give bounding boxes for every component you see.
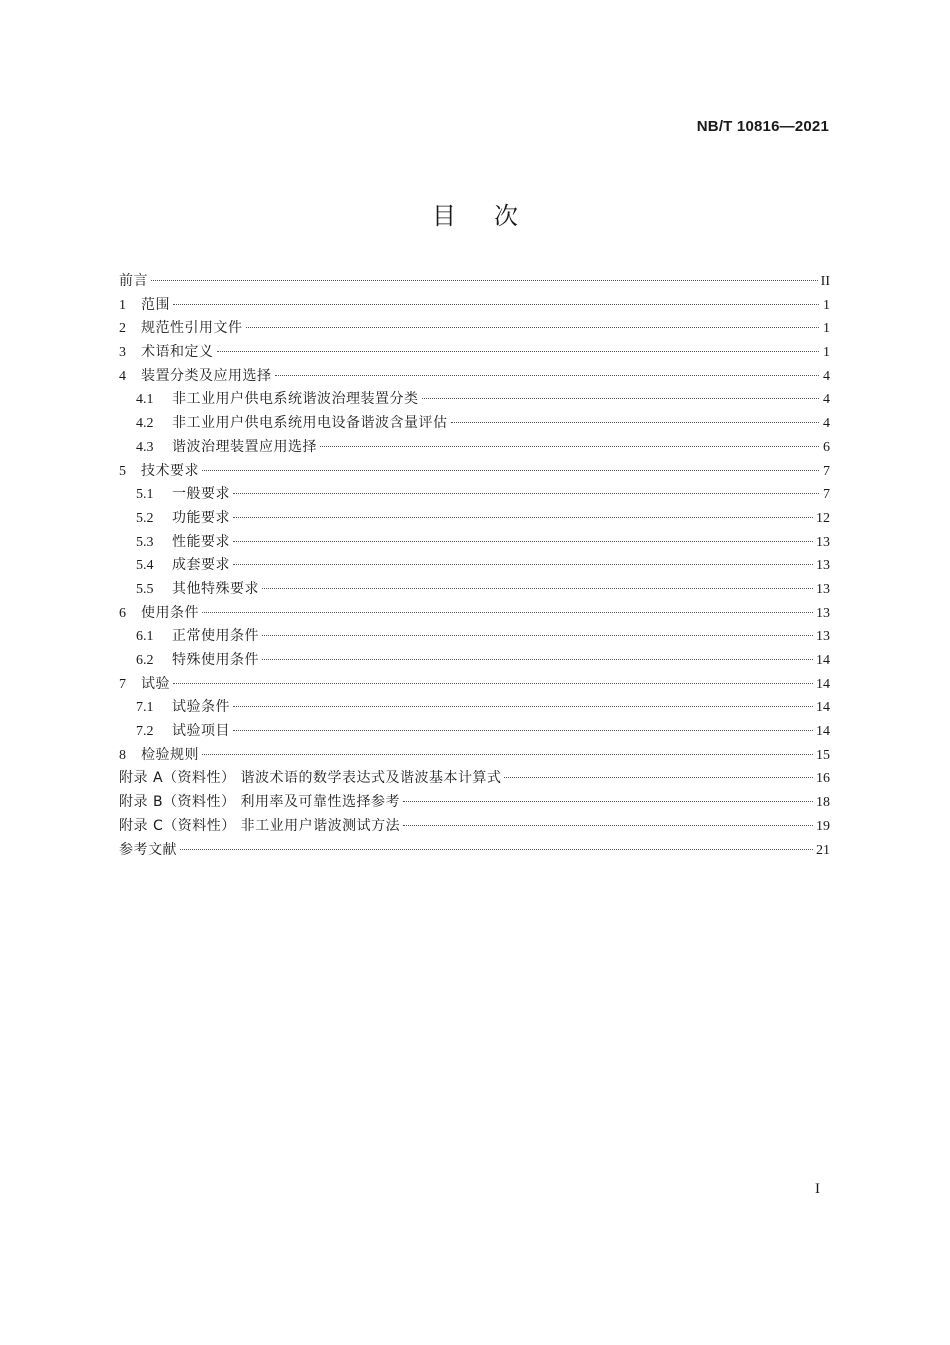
toc-entry-label: 附录 C（资料性） 非工业用户谐波测试方法 [119, 817, 401, 834]
toc-entry[interactable] [119, 507, 830, 531]
toc-entry-number: 3 [119, 345, 126, 361]
dot-leader [504, 777, 813, 778]
toc-entry-page: 15 [816, 747, 830, 763]
toc-entry[interactable] [119, 554, 830, 578]
toc-entry[interactable] [119, 649, 830, 673]
toc-entry[interactable] [119, 412, 830, 436]
toc-entry-page: II [820, 274, 830, 289]
toc-entry[interactable] [119, 270, 830, 294]
toc-entry-number: 8 [119, 747, 126, 763]
dot-leader [262, 659, 813, 660]
toc-entry-page: 13 [816, 558, 830, 574]
toc-entry-number: 5.1 [136, 487, 154, 503]
toc-entry-number: 2 [119, 321, 126, 337]
toc-entry[interactable] [119, 791, 830, 815]
toc-entry-page: 1 [823, 297, 830, 313]
toc-entry-label: 技术要求 [141, 462, 199, 479]
toc-entry-page: 7 [823, 487, 830, 503]
toc-entry-number: 4.3 [136, 439, 154, 455]
toc-entry-label: 前言 [119, 273, 148, 289]
dot-leader [217, 351, 820, 352]
toc-entry-page: 14 [816, 700, 830, 716]
toc-entry-label: 附录 B（资料性） 利用率及可靠性选择参考 [119, 794, 401, 811]
toc-entry-number: 5.2 [136, 510, 154, 526]
toc-entry[interactable] [119, 341, 830, 365]
toc-entry-label: 附录 A（资料性） 谐波术语的数学表达式及谐波基本计算式 [119, 770, 502, 787]
standard-number: NB/T 10816—2021 [696, 118, 829, 135]
toc-entry-label: 装置分类及应用选择 [141, 367, 272, 384]
toc-entry-number: 4.2 [136, 416, 154, 432]
toc-entry-number: 5.4 [136, 558, 154, 574]
dot-leader [180, 849, 813, 850]
toc-entry-label: 功能要求 [172, 509, 230, 526]
toc-entry[interactable] [119, 696, 830, 720]
toc-entry-label: 范围 [141, 296, 170, 313]
dot-leader [451, 422, 820, 423]
dot-leader [233, 493, 819, 494]
toc-entry-label: 试验 [141, 675, 170, 692]
toc-entry-page: 14 [816, 724, 830, 740]
toc-entry-page: 14 [816, 676, 830, 692]
toc-entry-page: 13 [816, 605, 830, 621]
toc-entry-page: 6 [823, 439, 830, 455]
toc-entry[interactable] [119, 602, 830, 626]
toc-entry-number: 5.3 [136, 534, 154, 550]
toc-entry-page: 16 [816, 771, 830, 787]
toc-entry[interactable] [119, 744, 830, 768]
dot-leader [422, 398, 820, 399]
toc-entry[interactable] [119, 673, 830, 697]
toc-entry[interactable] [119, 317, 830, 341]
dot-leader [151, 280, 818, 281]
dot-leader [233, 517, 813, 518]
dot-leader [233, 730, 813, 731]
dot-leader [246, 327, 820, 328]
toc-entry-label: 性能要求 [172, 533, 230, 550]
toc-entry[interactable] [119, 294, 830, 318]
toc-entry[interactable] [119, 578, 830, 602]
dot-leader [320, 446, 819, 447]
dot-leader [403, 801, 813, 802]
toc-entry[interactable] [119, 365, 830, 389]
toc-entry-label: 特殊使用条件 [172, 652, 259, 668]
toc-entry-number: 7 [119, 676, 126, 692]
dot-leader [262, 588, 813, 589]
toc-entry-page: 4 [823, 392, 830, 408]
dot-leader [233, 706, 813, 707]
toc-entry-number: 7.2 [136, 724, 154, 740]
toc-entry[interactable] [119, 460, 830, 484]
toc-entry-label: 参考文献 [119, 841, 177, 858]
toc-entry-page: 12 [816, 510, 830, 526]
toc-entry-label: 谐波治理装置应用选择 [172, 438, 317, 455]
toc-entry[interactable] [119, 815, 830, 839]
toc-entry-label: 一般要求 [172, 486, 230, 503]
toc-entry-label: 非工业用户供电系统谐波治理装置分类 [172, 391, 419, 408]
toc-entry-page: 4 [823, 416, 830, 432]
toc-entry[interactable] [119, 483, 830, 507]
toc-entry-page: 18 [816, 795, 830, 811]
toc-entry[interactable] [119, 388, 830, 412]
toc-entry[interactable] [119, 720, 830, 744]
toc-entry-number: 7.1 [136, 700, 154, 716]
dot-leader [173, 304, 819, 305]
toc-entry-number: 6 [119, 605, 126, 621]
toc-entry-label: 使用条件 [141, 604, 199, 621]
dot-leader [233, 564, 813, 565]
toc-entry-page: 13 [816, 629, 830, 645]
toc-entry-label: 其他特殊要求 [172, 580, 259, 597]
toc-entry-page: 19 [816, 818, 830, 834]
dot-leader [173, 683, 813, 684]
toc-entry-number: 6.2 [136, 653, 154, 668]
toc-entry-label: 检验规则 [141, 746, 199, 763]
toc-entry-number: 4.1 [136, 392, 154, 408]
toc-entry-number: 1 [119, 297, 126, 313]
toc-entry-page: 4 [823, 368, 830, 384]
toc-entry-page: 21 [816, 842, 830, 858]
toc-entry-label: 成套要求 [172, 557, 230, 574]
toc-entry-label: 试验项目 [172, 723, 230, 740]
toc-entry-label: 规范性引用文件 [141, 320, 243, 337]
toc-entry[interactable] [119, 839, 830, 863]
page-number: I [815, 1181, 820, 1197]
dot-leader [262, 635, 813, 636]
toc-entry-page: 13 [816, 581, 830, 597]
toc-entry-page: 1 [823, 345, 830, 361]
toc-entry-label: 正常使用条件 [172, 628, 259, 645]
toc-entry-page: 14 [816, 653, 830, 668]
toc-entry-number: 5.5 [136, 581, 154, 597]
page-title: 目次 [432, 202, 556, 230]
toc-entry-page: 7 [823, 463, 830, 479]
dot-leader [275, 375, 820, 376]
dot-leader [202, 754, 813, 755]
toc-entry-number: 6.1 [136, 629, 154, 645]
toc-entry-number: 5 [119, 463, 126, 479]
dot-leader [202, 470, 819, 471]
toc-entry-page: 13 [816, 534, 830, 550]
toc-entry[interactable] [119, 531, 830, 555]
toc-entry[interactable] [119, 436, 830, 460]
toc-entry-label: 试验条件 [172, 699, 230, 716]
toc-entry[interactable] [119, 767, 830, 791]
toc-entry-label: 术语和定义 [141, 344, 214, 361]
dot-leader [403, 825, 813, 826]
table-of-contents [119, 270, 830, 862]
dot-leader [233, 541, 813, 542]
toc-entry-page: 1 [823, 321, 830, 337]
toc-entry[interactable] [119, 625, 830, 649]
toc-entry-number: 4 [119, 368, 126, 384]
dot-leader [202, 612, 813, 613]
toc-entry-label: 非工业用户供电系统用电设备谐波含量评估 [172, 415, 448, 432]
